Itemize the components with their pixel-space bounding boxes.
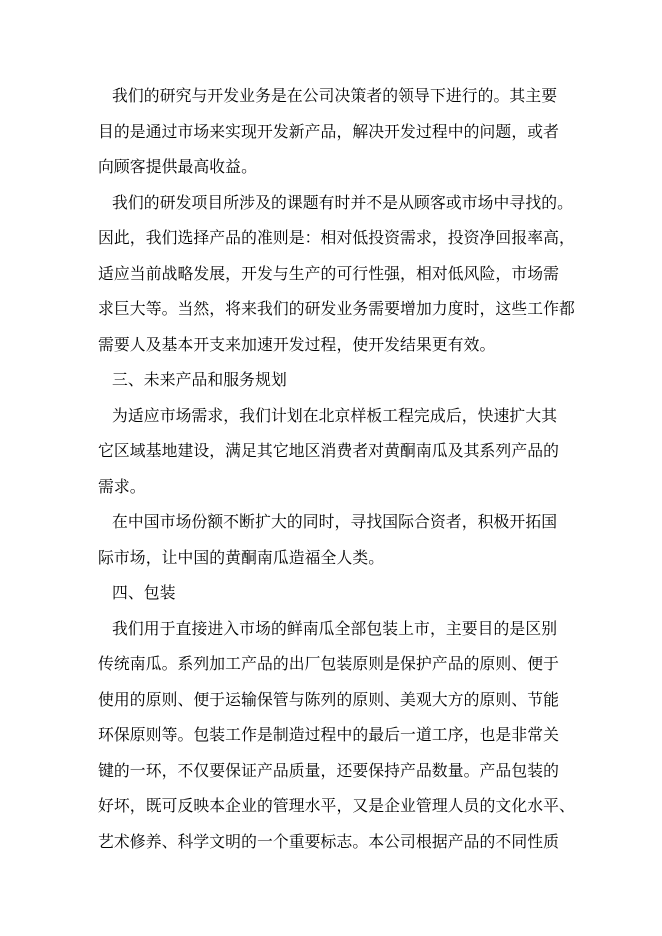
text-line: 际市场，让中国的黄酮南瓜造福全人类。 [98, 547, 385, 567]
text-line: 向顾客提供最高收益。 [98, 157, 257, 176]
text-line: 为适应市场需求，我们计划在北京样板工程完成后，快速扩大其 [112, 405, 558, 425]
text-line: 我们的研究与开发业务是在公司决策者的领导下进行的。其主要 [112, 86, 558, 105]
paragraph-rnd-criteria [0, 185, 662, 363]
section-heading-packaging [0, 575, 662, 611]
paragraph-rnd-intro [0, 78, 662, 185]
body-text [0, 78, 662, 859]
text-line: 传统南瓜。系列加工产品的出厂包装原则是保护产品的原则、便于 [98, 654, 560, 673]
section-heading: 四、包装 [112, 583, 176, 602]
text-line: 在中国市场份额不断扩大的同时，寻找国际合资者，积极开拓国 [112, 512, 558, 531]
text-line: 需求。 [98, 476, 146, 496]
text-line: 它区域基地建设，满足其它地区消费者对黄酮南瓜及其系列产品的 [98, 441, 560, 460]
text-line: 我们的研发项目所涉及的课题有时并不是从顾客或市场中寻找的。 [112, 192, 574, 212]
text-line: 目的是通过市场来实现开发新产品，解决开发过程中的问题，或者 [98, 121, 560, 141]
text-line: 艺术修养、科学文明的一个重要标志。本公司根据产品的不同性质 [98, 831, 560, 851]
text-line: 键的一环，不仅要保证产品质量，还要保持产品数量。产品包装的 [98, 760, 560, 780]
section-heading-future-products [0, 362, 662, 398]
text-line: 我们用于直接进入市场的鲜南瓜全部包装上市，主要目的是区别 [112, 618, 558, 638]
text-line: 好坏，既可反映本企业的管理水平，又是企业管理人员的文化水平、 [98, 796, 575, 815]
text-line: 需要人及基本开支来加速开发过程，使开发结果更有效。 [98, 334, 496, 354]
text-line: 使用的原则、便于运输保管与陈列的原则、美观大方的原则、节能 [98, 689, 560, 709]
paragraph-market-expansion [0, 398, 662, 505]
paragraph-international [0, 504, 662, 575]
text-line: 求巨大等。当然，将来我们的研发业务需要增加力度时，这些工作都 [98, 299, 575, 318]
paragraph-packaging [0, 611, 662, 860]
section-heading: 三、未来产品和服务规划 [112, 370, 287, 389]
text-line: 环保原则等。包装工作是制造过程中的最后一道工序，也是非常关 [98, 725, 560, 744]
text-line: 适应当前战略发展，开发与生产的可行性强，相对低风险，市场需 [98, 263, 560, 283]
text-line: 因此，我们选择产品的准则是：相对低投资需求，投资净回报率高， [98, 228, 575, 247]
